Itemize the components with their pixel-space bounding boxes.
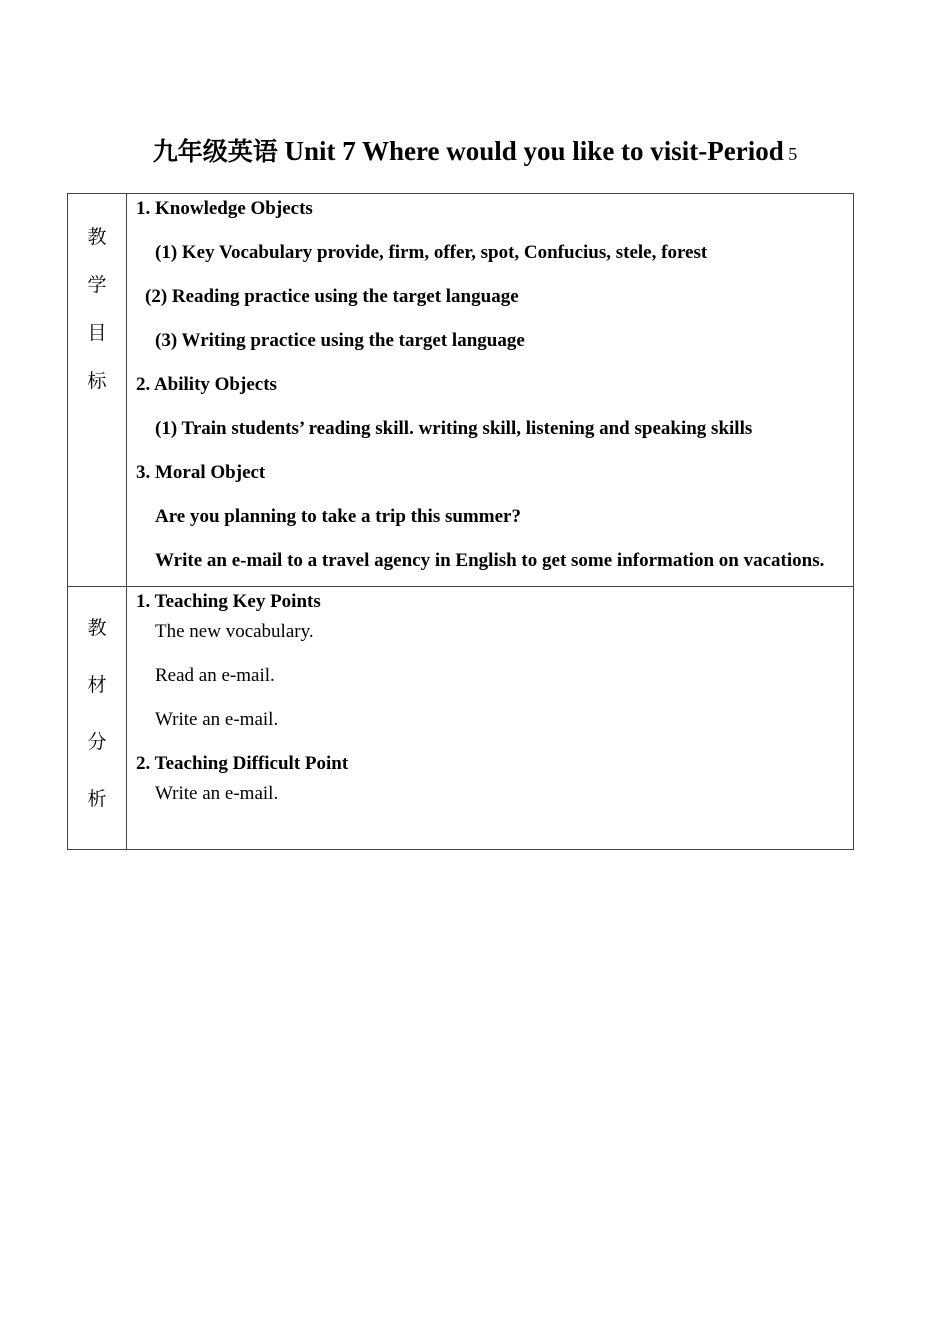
objectives-label-char: 教 — [87, 226, 107, 248]
key-point-item: Read an e-mail. — [155, 665, 275, 686]
moral-task: Write an e-mail to a travel agency in English to get some information on vacations. — [155, 550, 825, 571]
analysis-row — [68, 587, 854, 850]
analysis-label-char: 材 — [87, 674, 107, 696]
writing-line: (3) Writing practice using the target language — [155, 330, 525, 351]
analysis-label-char: 析 — [87, 788, 107, 810]
difficult-point-heading: 2. Teaching Difficult Point — [136, 753, 349, 774]
objectives-label-char: 学 — [87, 274, 107, 296]
lesson-plan-table — [67, 193, 854, 850]
knowledge-heading: 1. Knowledge Objects — [136, 198, 313, 219]
objectives-label-cell — [68, 194, 127, 587]
objectives-label — [68, 194, 126, 414]
ability-heading: 2. Ability Objects — [136, 374, 277, 395]
key-point-item: Write an e-mail. — [155, 709, 279, 730]
objectives-label-char: 标 — [87, 370, 107, 392]
page-title — [0, 132, 950, 168]
ability-line: (1) Train students’ reading skill. writing skill, listening and speaking skills — [155, 418, 753, 439]
title-period-number: 5 — [783, 144, 798, 164]
key-point-item: The new vocabulary. — [155, 621, 314, 642]
analysis-content-cell — [127, 587, 854, 850]
reading-line: (2) Reading practice using the target language — [145, 286, 519, 307]
title-main: Unit 7 Where would you like to visit-Period — [277, 136, 784, 166]
difficult-point-item: Write an e-mail. — [155, 783, 279, 804]
analysis-label-char: 教 — [87, 617, 107, 639]
vocab-line: (1) Key Vocabulary provide, firm, offer, spot, Confucius, stele, forest — [155, 242, 708, 263]
objectives-row — [68, 194, 854, 587]
title-chinese: 九年级英语 — [152, 137, 278, 166]
analysis-label — [68, 587, 126, 841]
objectives-label-char: 目 — [87, 322, 107, 344]
analysis-label-char: 分 — [87, 731, 107, 753]
moral-heading: 3. Moral Object — [136, 462, 266, 483]
moral-question: Are you planning to take a trip this summer? — [155, 506, 521, 527]
analysis-label-cell — [68, 587, 127, 850]
objectives-content-cell — [127, 194, 854, 587]
key-points-heading: 1. Teaching Key Points — [136, 591, 321, 612]
